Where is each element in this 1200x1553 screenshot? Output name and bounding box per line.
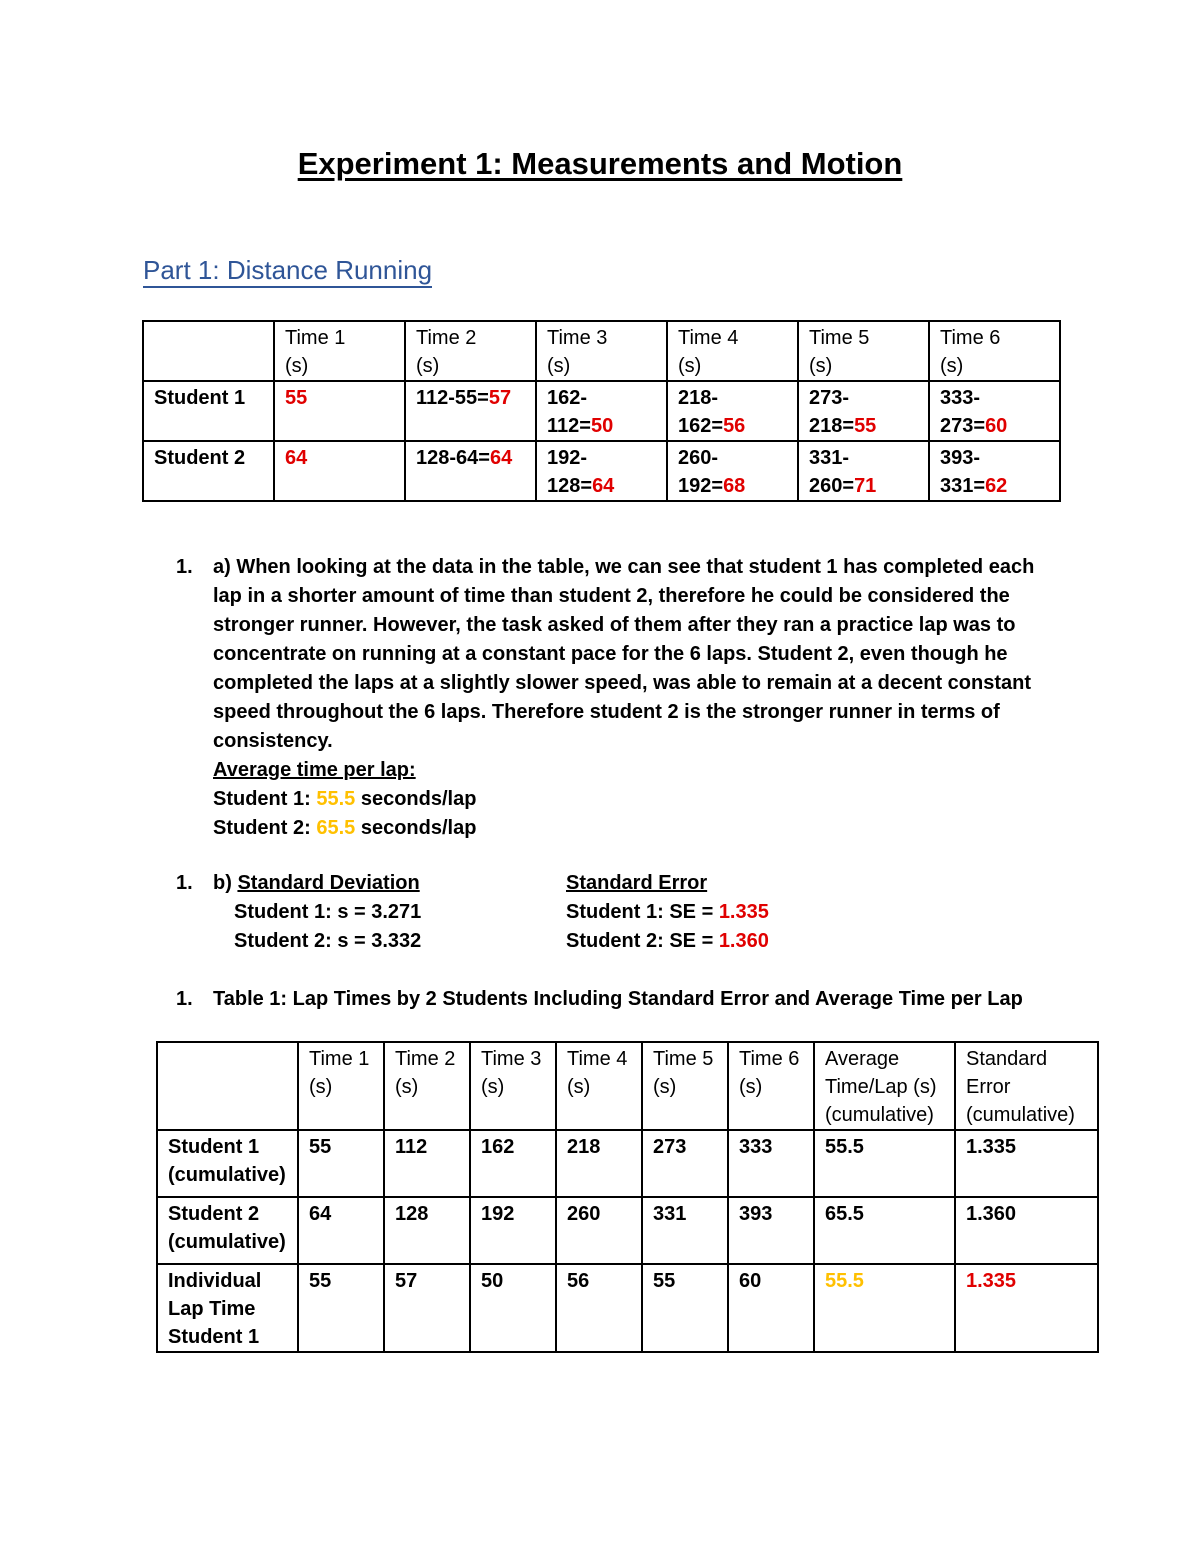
table-corner-cell [143, 321, 274, 381]
sd-student-2: Student 2: s = 3.332 [234, 930, 422, 952]
table-cell: 57 [384, 1264, 470, 1352]
table-cell: 50 [470, 1264, 556, 1352]
header-cell: Standard Error (cumulative) [955, 1042, 1098, 1130]
table-cell: 1.360 [955, 1197, 1098, 1264]
table-cell: 162- 112=50 [536, 381, 667, 441]
lap-time-calculation-table [142, 320, 1061, 502]
lap-times-summary-table [156, 1041, 1099, 1353]
standard-deviation-heading: b) Standard Deviation [213, 872, 420, 894]
list-number: 1. [176, 872, 193, 894]
table-cell: 112-55=57 [405, 381, 536, 441]
row-label: Student 1 [143, 381, 274, 441]
row-label: Student 2 [143, 441, 274, 501]
table-cell: 1.335 [955, 1264, 1098, 1352]
se-student-2: Student 2: SE = 1.360 [566, 930, 769, 952]
table-cell: 55 [298, 1130, 384, 1197]
table-cell: 65.5 [814, 1197, 955, 1264]
table-cell: 112 [384, 1130, 470, 1197]
table-cell: 55 [642, 1264, 728, 1352]
header-cell: Time 5 (s) [642, 1042, 728, 1130]
table-row [157, 1264, 1098, 1352]
table-row [143, 441, 1060, 501]
list-number: 1. [176, 556, 193, 578]
header-cell: Time 6 (s) [728, 1042, 814, 1130]
table-cell: 64 [274, 441, 405, 501]
list-number: 1. [176, 988, 193, 1010]
average-student-1: Student 1: 55.5 seconds/lap [213, 788, 477, 810]
header-cell: Average Time/Lap (s) (cumulative) [814, 1042, 955, 1130]
table-cell: 192- 128=64 [536, 441, 667, 501]
part-1-heading: Part 1: Distance Running [143, 254, 432, 288]
table-row [143, 381, 1060, 441]
header-cell: Time 2 (s) [384, 1042, 470, 1130]
table-cell: 64 [298, 1197, 384, 1264]
table-cell: 128-64=64 [405, 441, 536, 501]
table-cell: 273 [642, 1130, 728, 1197]
row-label: Student 1 (cumulative) [157, 1130, 298, 1197]
table-cell: 260- 192=68 [667, 441, 798, 501]
header-cell: Time 1 (s) [274, 321, 405, 381]
row-label: Individual Lap Time Student 1 [157, 1264, 298, 1352]
table-cell: 333- 273=60 [929, 381, 1060, 441]
table-row [157, 1197, 1098, 1264]
table-cell: 331- 260=71 [798, 441, 929, 501]
header-cell: Time 4 (s) [556, 1042, 642, 1130]
table-corner-cell [157, 1042, 298, 1130]
table-cell: 56 [556, 1264, 642, 1352]
table-cell: 260 [556, 1197, 642, 1264]
table-header-row [143, 321, 1060, 381]
header-cell: Time 4 (s) [667, 321, 798, 381]
header-cell: Time 3 (s) [470, 1042, 556, 1130]
row-label: Student 2 (cumulative) [157, 1197, 298, 1264]
table-cell: 55 [298, 1264, 384, 1352]
table-cell: 333 [728, 1130, 814, 1197]
table-cell: 273- 218=55 [798, 381, 929, 441]
table-cell: 162 [470, 1130, 556, 1197]
sd-student-1: Student 1: s = 3.271 [234, 901, 422, 923]
table-cell: 192 [470, 1197, 556, 1264]
header-cell: Time 3 (s) [536, 321, 667, 381]
table-cell: 60 [728, 1264, 814, 1352]
document-title: Experiment 1: Measurements and Motion [297, 146, 903, 181]
table-cell: 1.335 [955, 1130, 1098, 1197]
se-student-1: Student 1: SE = 1.335 [566, 901, 769, 923]
header-cell: Time 6 (s) [929, 321, 1060, 381]
table-cell: 393- 331=62 [929, 441, 1060, 501]
caption-text: Table 1: Lap Times by 2 Students Including Standard Error and Average Time per Lap [213, 988, 1023, 1010]
standard-error-heading: Standard Error [566, 872, 708, 894]
table-row [157, 1130, 1098, 1197]
average-student-2: Student 2: 65.5 seconds/lap [213, 817, 477, 839]
table-cell: 218- 162=56 [667, 381, 798, 441]
table-cell: 218 [556, 1130, 642, 1197]
table-cell: 55.5 [814, 1130, 955, 1197]
table-cell: 55.5 [814, 1264, 955, 1352]
header-cell: Time 5 (s) [798, 321, 929, 381]
table-cell: 331 [642, 1197, 728, 1264]
average-time-heading: Average time per lap: [213, 759, 416, 781]
table-cell: 393 [728, 1197, 814, 1264]
header-cell: Time 2 (s) [405, 321, 536, 381]
answer-paragraph: a) When looking at the data in the table, we can see that student 1 has completed each lap in a shorter amount of time than student 2, therefore he could be considered the stronger runner. However, the task asked of them after they ran a practice lap was to concentrate on running at a constant pace for the 6 laps. Student 2, even though he completed the laps at a slightly slower speed, was able to remain at a decent constant speed throughout the 6 laps. Therefore student 2 is the stronger runner in terms of consistency. [213, 556, 1035, 752]
table-cell: 55 [274, 381, 405, 441]
header-cell: Time 1 (s) [298, 1042, 384, 1130]
table-cell: 128 [384, 1197, 470, 1264]
table-header-row [157, 1042, 1098, 1130]
